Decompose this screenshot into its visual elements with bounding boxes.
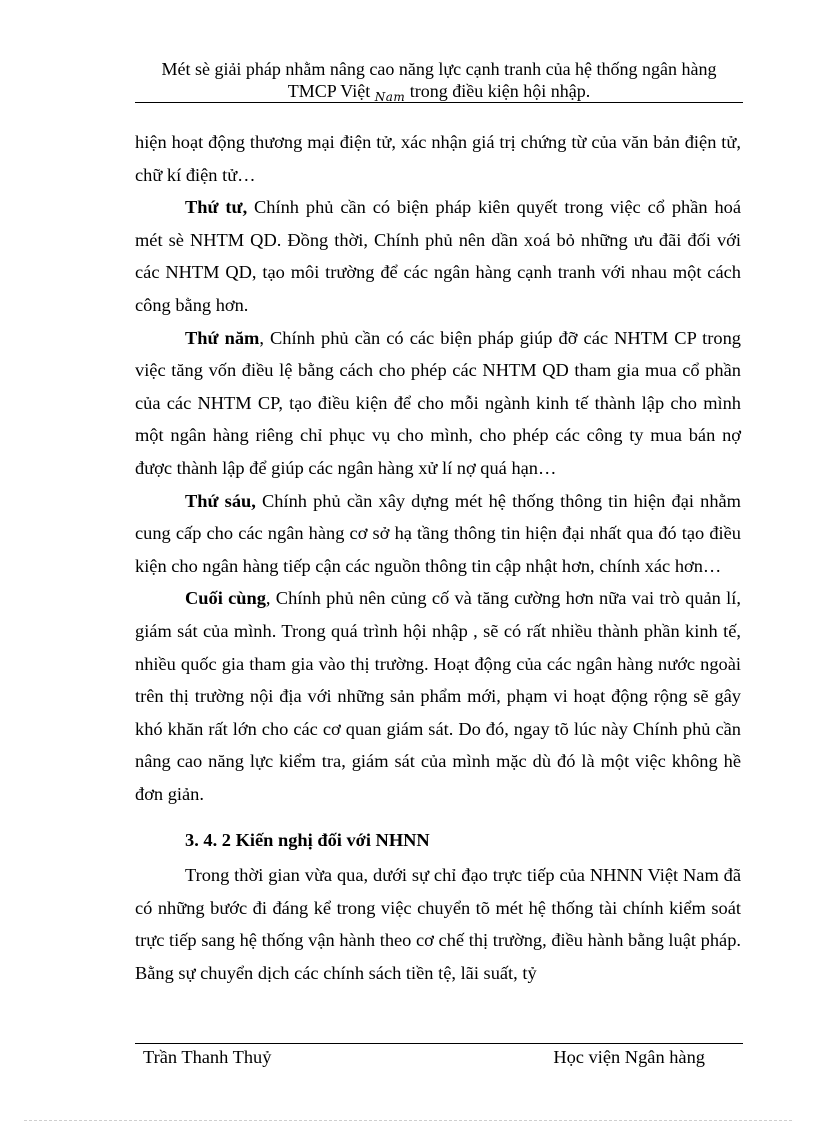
paragraph-thu-tu (135, 191, 741, 321)
paragraph-body: , Chính phủ cần có các biện pháp giúp đỡ các NHTM CP trong việc tăng vốn điều lệ bằng cách cho phép các NHTM QD tham gia mua cổ phần của các NHTM CP, tạo điều kiện để cho mỗi ngành kinh tế thành lập cho mình một ngân hàng riêng chỉ phục vụ cho mình, cho phép các công ty mua bán nợ được thành lập để giúp các ngân hàng xử lí nợ quá hạn… (135, 327, 741, 478)
section-heading: 3. 4. 2 Kiến nghị đối với NHNN (185, 830, 430, 851)
paragraph-nhnn: Trong thời gian vừa qua, dưới sự chỉ đạo trực tiếp của NHNN Việt Nam đã có những bước đi đáng kể trong việc chuyển tõ mét hệ thống tài chính kiểm soát trực tiếp sang hệ thống vận hành theo cơ chế thị trường, điều hành bằng luật pháp. Bằng sự chuyển dịch các chính sách tiền tệ, lãi suất, tỷ (135, 865, 741, 983)
paragraph-body: Chính phủ cần xây dựng mét hệ thống thông tin hiện đại nhằm cung cấp cho các ngân hàng cơ sở hạ tầng thông tin hiện đại nhất qua đó tạo điều kiện cho ngân hàng tiếp cận các nguồn thông tin cập nhật hơn, chính xác hơn… (135, 490, 741, 576)
running-header (135, 58, 743, 104)
header-line-2-pre: TMCP Việt (287, 81, 375, 101)
paragraph-lead-bold: Cuối cùng (185, 588, 266, 609)
paragraph-continuation: hiện hoạt động thương mại điện tử, xác nhận giá trị chứng từ của văn bản điện tử, chữ kí điện tử… (135, 132, 741, 185)
body-text (135, 126, 741, 989)
paragraph-thu-nam (135, 322, 741, 485)
page-break-line (24, 1120, 792, 1121)
footer-institution: Học viện Ngân hàng (553, 1047, 705, 1067)
paragraph-body: , Chính phủ nên củng cố và tăng cường hơn nữa vai trò quản lí, giám sát của mình. Trong quá trình hội nhập , sẽ có rất nhiều thành phần kinh tế, nhiều quốc gia tham gia vào thị trường. Hoạt động của các ngân hàng nước ngoài trên thị trường nội địa với những sản phẩm mới, phạm vi hoạt động rộng sẽ gây khó khăn rất lớn cho các cơ quan giám sát. Do đó, ngay tõ lúc này Chính phủ cần nâng cao năng lực kiểm tra, giám sát của mình mặc dù đó là một việc không hề đơn giản. (135, 588, 741, 804)
paragraph-lead-bold: Thứ tư, (185, 197, 248, 218)
header-line-2-post: trong điều kiện hội nhập. (405, 81, 591, 101)
header-rule (135, 102, 743, 103)
paragraph-thu-sau (135, 485, 741, 583)
footer-rule (135, 1043, 743, 1044)
paragraph-lead-bold: Thứ năm (185, 327, 260, 348)
paragraph-cuoi-cung (135, 582, 741, 810)
header-line-2 (135, 80, 743, 104)
footer-author: Trần Thanh Thuỷ (143, 1047, 272, 1067)
header-nam-word: Nam (374, 90, 406, 104)
paragraph-lead-bold: Thứ sáu, (185, 490, 256, 511)
paragraph-body: Chính phủ cần có biện pháp kiên quyết trong việc cổ phần hoá mét sè NHTM QD. Đồng thời, Chính phủ nên dần xoá bỏ những ưu đãi đối với các NHTM QD, tạo môi trường để các ngân hàng cạnh tranh với nhau một cách công bằng hơn. (135, 197, 741, 315)
header-line-1: Mét sè giải pháp nhằm nâng cao năng lực cạnh tranh của hệ thống ngân hàng (161, 59, 717, 79)
